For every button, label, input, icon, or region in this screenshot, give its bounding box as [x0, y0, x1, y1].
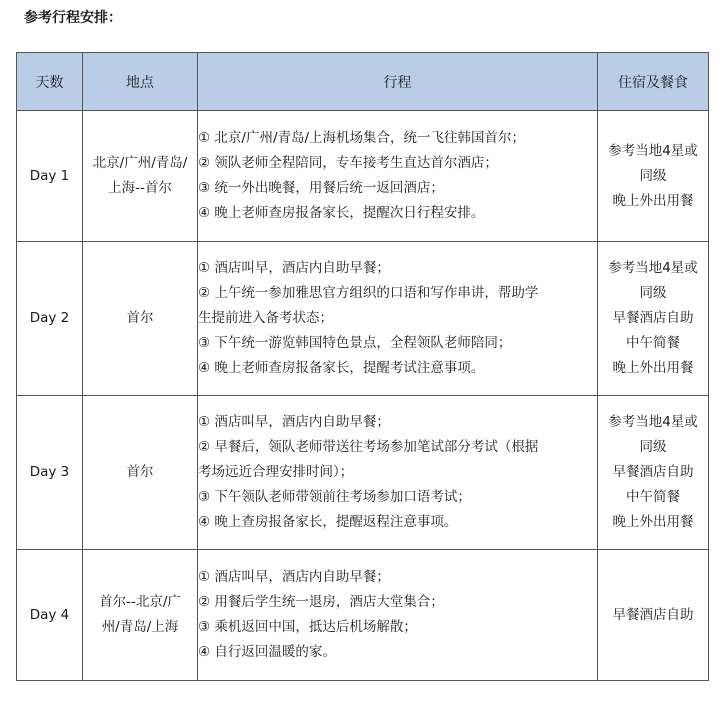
schedule-line: 考场远近合理安排时间）； [198, 464, 354, 480]
lodging-line: 参考当地4星或 [608, 142, 698, 159]
lodging-line: 参考当地4星或 [608, 260, 698, 276]
header-lodging: 住宿及餐食 [598, 53, 709, 111]
schedule-cell [198, 396, 598, 550]
schedule-line: ④ 自行返回温暖的家。 [198, 644, 336, 660]
location-cell [83, 242, 198, 396]
lodging-line: 参考当地4星或 [608, 414, 698, 430]
lodging-line: 晚上外出用餐 [612, 192, 694, 209]
lodging-line: 同级 [639, 285, 667, 301]
table-row [17, 396, 709, 550]
schedule-line: ④ 晚上查房报备家长，提醒返程注意事项。 [198, 514, 458, 530]
header-location: 地点 [83, 53, 198, 111]
schedule-line: ① 北京/广州/青岛/上海机场集合，统一飞往韩国首尔； [198, 130, 526, 146]
location-line: 首尔 [126, 464, 154, 480]
schedule-line: 生提前进入备考状态； [198, 310, 333, 326]
schedule-line: ③ 下午领队老师带领前往考场参加口语考试； [198, 489, 471, 505]
location-line: 上海--首尔 [108, 180, 172, 196]
schedule-line: ② 领队老师全程陪同，专车接考生直达首尔酒店； [198, 155, 498, 171]
location-line: 北京/广州/青岛/ [92, 155, 188, 171]
header-schedule: 行程 [198, 53, 598, 111]
day-cell: Day 1 [17, 111, 83, 242]
lodging-cell [598, 396, 709, 550]
schedule-line: ④ 晚上老师查房报备家长，提醒次日行程安排。 [198, 205, 485, 221]
location-cell [83, 550, 198, 681]
schedule-line: ③ 统一外出晚餐，用餐后统一返回酒店； [198, 180, 444, 196]
schedule-cell [198, 550, 598, 681]
lodging-cell [598, 550, 709, 681]
location-line: 首尔 [126, 310, 154, 326]
schedule-line: ② 早餐后，领队老师带送往考场参加笔试部分考试（根据 [198, 439, 539, 455]
lodging-line: 中午简餐 [626, 489, 680, 505]
day-cell: Day 3 [17, 396, 83, 550]
schedule-line: ① 酒店叫早，酒店内自助早餐； [198, 569, 390, 585]
location-line: 州/青岛/上海 [101, 619, 179, 635]
itinerary-table [16, 52, 709, 681]
day-cell: Day 4 [17, 550, 83, 681]
lodging-line: 晚上外出用餐 [612, 514, 694, 530]
table-row [17, 111, 709, 242]
schedule-line: ④ 晚上老师查房报备家长，提醒考试注意事项。 [198, 360, 485, 376]
lodging-line: 同级 [639, 439, 667, 455]
lodging-line: 早餐酒店自助 [612, 310, 694, 326]
lodging-line: 早餐酒店自助 [612, 606, 694, 623]
page-title: 参考行程安排： [24, 10, 122, 26]
day-cell: Day 2 [17, 242, 83, 396]
location-cell [83, 396, 198, 550]
location-cell [83, 111, 198, 242]
lodging-cell [598, 242, 709, 396]
schedule-cell [198, 111, 598, 242]
schedule-line: ③ 乘机返回中国，抵达后机场解散； [198, 619, 417, 635]
lodging-line: 中午简餐 [626, 335, 680, 351]
lodging-cell [598, 111, 709, 242]
schedule-line: ② 用餐后学生统一退房，酒店大堂集合； [198, 594, 444, 610]
schedule-line: ① 酒店叫早，酒店内自助早餐； [198, 260, 390, 276]
schedule-cell [198, 242, 598, 396]
location-line: 首尔--北京/广 [99, 594, 181, 610]
schedule-line: ① 酒店叫早，酒店内自助早餐； [198, 414, 390, 430]
lodging-line: 同级 [639, 167, 667, 184]
table-row [17, 242, 709, 396]
schedule-line: ② 上午统一参加雅思官方组织的口语和写作串讲，帮助学 [198, 285, 539, 301]
schedule-line: ③ 下午统一游览韩国特色景点，全程领队老师陪同； [198, 335, 512, 351]
lodging-line: 晚上外出用餐 [612, 360, 694, 376]
lodging-line: 早餐酒店自助 [612, 464, 694, 480]
header-row [17, 53, 709, 111]
header-day: 天数 [17, 53, 83, 111]
table-row [17, 550, 709, 681]
